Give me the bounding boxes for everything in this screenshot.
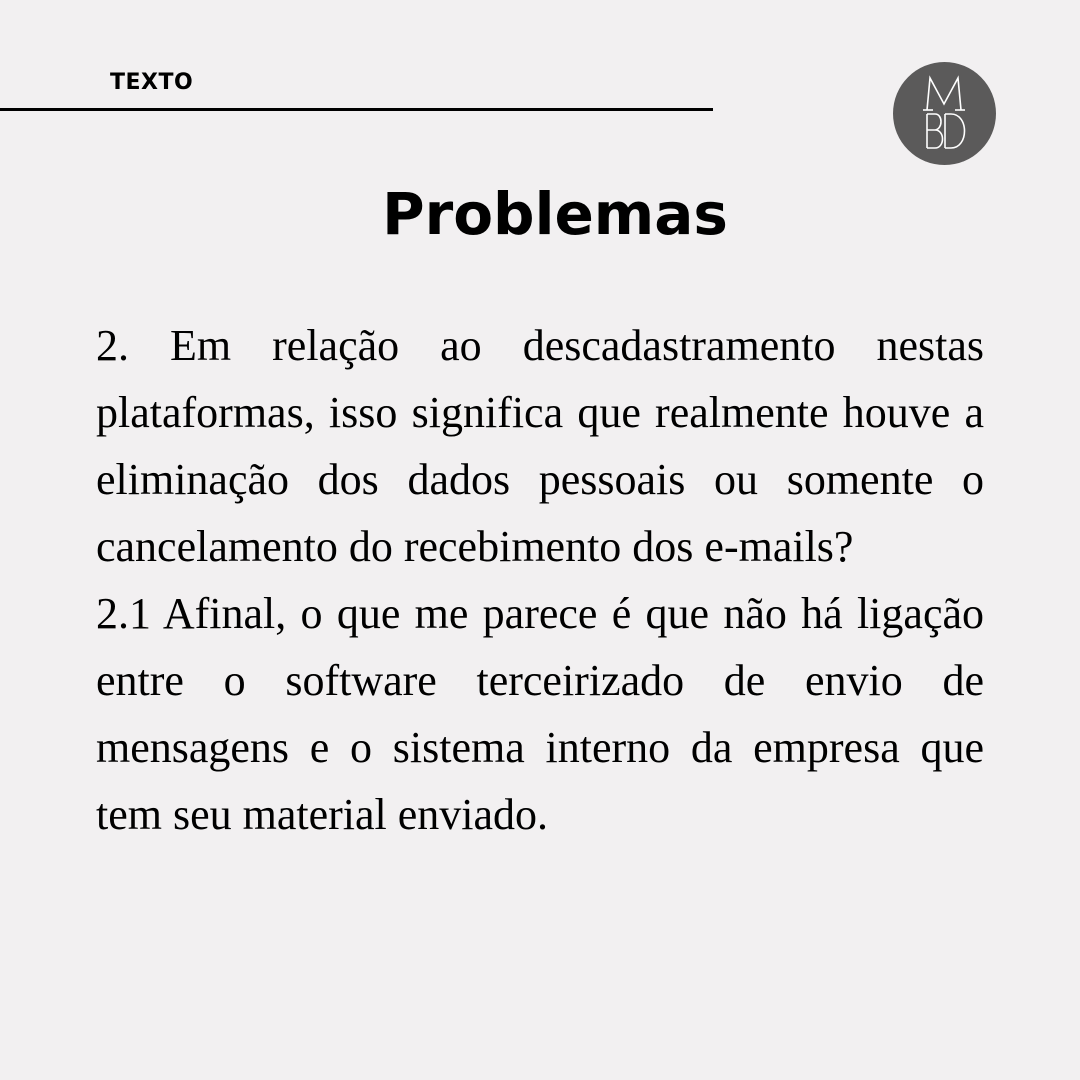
- paragraph: 2. Em relação ao descadastramento nestas plataformas, isso significa que realmente houve a eliminação dos dados pessoais ou somente o cancelamento do recebimento dos e-mails?: [96, 321, 984, 571]
- section-label: TEXTO: [110, 70, 194, 95]
- paragraph: 2.1 Afinal, o que me parece é que não há ligação entre o software terceirizado de envio de mensagens e o sistema interno da empresa que tem seu material enviado.: [96, 589, 984, 839]
- monogram-logo-icon: [893, 62, 996, 165]
- logo: [893, 62, 996, 165]
- body-text: [96, 312, 984, 848]
- header-divider: [0, 108, 713, 111]
- page-title: Problemas: [382, 180, 728, 248]
